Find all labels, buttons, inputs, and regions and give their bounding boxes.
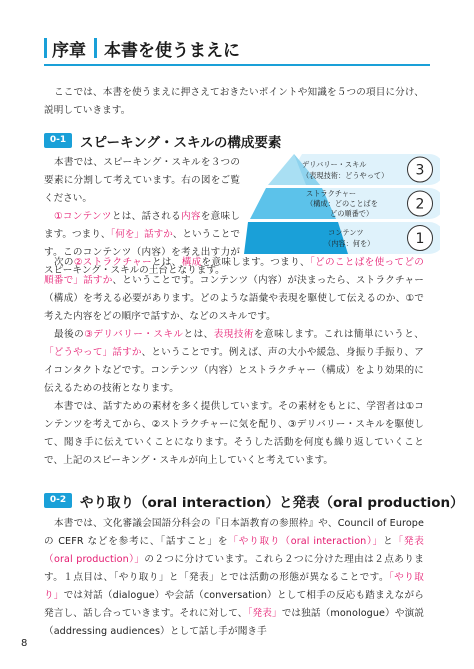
section-title: スピーキング・スキルの構成要素 bbox=[80, 135, 282, 151]
term-naiyou: 内容 bbox=[181, 211, 201, 222]
section1-paragraph-3: 次の②ストラクチャーとは、構成を意味します。つまり、「どのことばを使ってどの順番で」話すか、ということです。コンテンツ（内容）が決まったら、ストラクチャー（構成）を考える必要があります。どのような語彙や表現を駆使して伝えるのか、①で考えた内容をどの順序で話すか、などのスキルです。 bbox=[44, 257, 424, 322]
header-divider-bar bbox=[94, 38, 97, 58]
term-what: 「何を」話すか bbox=[110, 229, 173, 240]
term-how: 「どうやって」話すか bbox=[44, 347, 142, 358]
section-badge: 0-2 bbox=[44, 493, 72, 508]
term-hyougen: 表現技術 bbox=[213, 329, 254, 340]
term-happyou: 「発表」 bbox=[247, 608, 282, 619]
level-number-3: 3 bbox=[415, 162, 425, 179]
term-which-words: 「どのことばを使ってどの順番で」話すか bbox=[44, 257, 424, 286]
pyramid-label-3a: デリバリー・スキル bbox=[302, 160, 367, 169]
section-badge: 0-1 bbox=[44, 133, 72, 148]
pyramid-label-2c: どの順番で） bbox=[330, 209, 374, 218]
page-number: 8 bbox=[21, 638, 28, 649]
pyramid-layer-bottom bbox=[244, 222, 348, 254]
section1-paragraph-2: ①コンテンツとは、話される内容を意味します。つまり、「何を」話すか、ということです。このコンテンツ（内容）を考え出す力がスピーキング・スキルの土台となります。 bbox=[44, 211, 241, 276]
intro-paragraph: ここでは、本書を使うまえに押さえておきたいポイントや知識を５つの項目に分け、説明していきます。 bbox=[44, 87, 424, 116]
section1-body bbox=[44, 254, 424, 470]
header-accent-bar bbox=[44, 38, 47, 58]
chapter-header bbox=[44, 34, 430, 66]
pyramid-label-2a: ストラクチャー bbox=[306, 189, 357, 198]
term-interaction: 「やり取り（oral interaction）」 bbox=[228, 536, 384, 547]
section1-paragraph-1: 本書では、スピーキング・スキルを３つの要素に分割して考えています。右の図をご覧ください。 bbox=[44, 157, 240, 204]
section1-paragraph-4: 最後の③デリバリー・スキルとは、表現技術を意味します。これは簡単にいうと、「どうやって」話すか、ということです。例えば、声の大小や緩急、身振り手振り、アイコンタクトなどです。コンテンツ（内容）とストラクチャー（構成）をより効果的に伝えるための技術となります。 bbox=[44, 329, 424, 394]
pyramid-label-2b: （構成：どのことばを bbox=[306, 199, 378, 208]
level-number-2: 2 bbox=[415, 196, 425, 213]
speaking-skill-pyramid bbox=[244, 152, 440, 258]
term-structure: ②ストラクチャー bbox=[73, 257, 152, 268]
term-content: ①コンテンツ bbox=[54, 211, 112, 222]
section1-paragraph-5: 本書では、話すための素材を多く提供しています。その素材をもとに、学習者は①コンテンツを考えてから、②ストラクチャーに気を配り、③デリバリー・スキルを駆使して、聞き手に伝えていくことになります。そうした活動を何度も繰り返していくことで、上記のスピーキング・スキルが向上していくと考えています。 bbox=[44, 401, 424, 466]
chapter-title: 本書を使うまえに bbox=[104, 41, 240, 61]
level-number-1: 1 bbox=[415, 231, 425, 247]
pyramid-label-1a: コンテンツ bbox=[328, 228, 364, 237]
term-kousei: 構成 bbox=[181, 257, 202, 268]
pyramid-label-1b: （内容：何を） bbox=[324, 239, 375, 248]
pyramid-label-3b: （表現技術：どうやって） bbox=[302, 171, 389, 180]
section-title: やり取り（oral interaction）と発表（oral production） bbox=[80, 495, 464, 511]
term-delivery: ③デリバリー・スキル bbox=[84, 329, 184, 340]
term-yaritori: 「やり取り」 bbox=[44, 572, 424, 601]
term-production: 「発表（oral production）」 bbox=[44, 536, 424, 565]
section2-paragraph-1: 本書では、文化審議会国語分科会の『日本語教育の参照枠』や、Council of Europe の CEFR などを参考に、「話すこと」を「やり取り（oral interaction）」と「発表（oral production）」の２つに分けています。これら２つに分けた理由は２点あります。１点目は、「やり取り」と「発表」とでは活動の形態が異なることです。「やり取り」では対話（dialogue）や会話（conversation）として相手の反応も踏まえながら発言し、話し合っていきます。それに対して、「発表」では独話（monologue）や演説（addressing audiences）として話し手が聞き手 bbox=[44, 518, 424, 637]
section2-body bbox=[44, 515, 424, 641]
chapter-label: 序章 bbox=[52, 41, 86, 61]
